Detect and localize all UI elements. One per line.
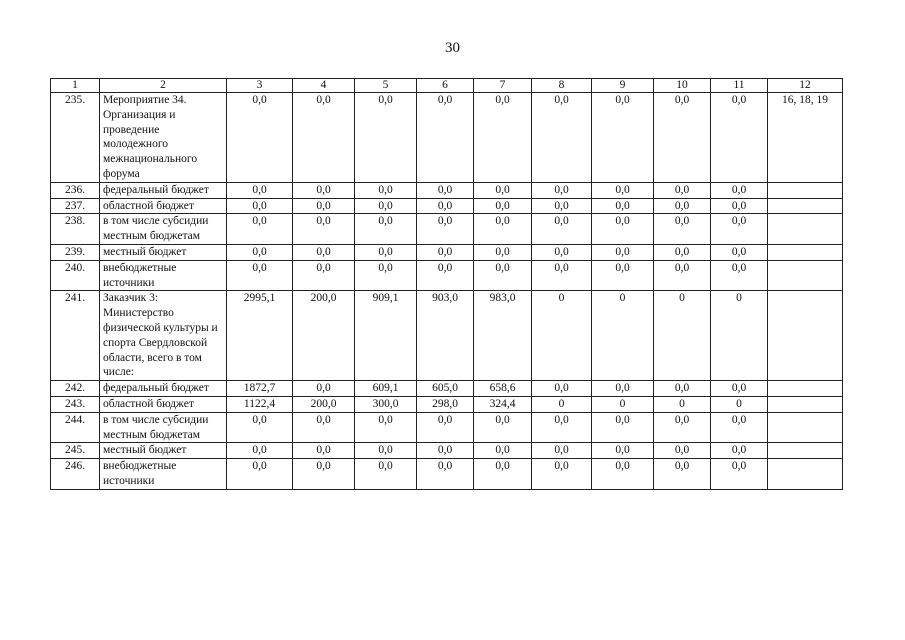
target-indicators-cell (768, 381, 843, 397)
value-cell: 0,0 (592, 244, 654, 260)
value-cell: 0,0 (417, 198, 474, 214)
value-cell: 0,0 (417, 443, 474, 459)
value-cell: 0,0 (654, 459, 711, 490)
row-number: 245. (51, 443, 100, 459)
value-cell: 0,0 (532, 260, 592, 291)
value-cell: 0,0 (532, 93, 592, 183)
value-cell: 0,0 (474, 260, 532, 291)
value-cell: 1872,7 (227, 381, 293, 397)
value-cell: 0,0 (654, 412, 711, 443)
row-name: федеральный бюджет (100, 381, 227, 397)
value-cell: 0,0 (227, 182, 293, 198)
value-cell: 0,0 (417, 412, 474, 443)
row-name: Заказчик 3: Министерство физической культуры и спорта Свердловской области, всего в том числе: (100, 291, 227, 381)
value-cell: 0,0 (293, 198, 355, 214)
value-cell: 0,0 (532, 182, 592, 198)
row-number: 242. (51, 381, 100, 397)
value-cell: 0 (532, 396, 592, 412)
target-indicators-cell (768, 244, 843, 260)
page-number: 30 (445, 40, 460, 56)
value-cell: 0,0 (711, 244, 768, 260)
value-cell: 0,0 (592, 260, 654, 291)
value-cell: 0,0 (532, 381, 592, 397)
row-name: внебюджетные источники (100, 260, 227, 291)
value-cell: 324,4 (474, 396, 532, 412)
value-cell: 300,0 (355, 396, 417, 412)
value-cell: 0,0 (592, 443, 654, 459)
value-cell: 0,0 (592, 459, 654, 490)
table-row (51, 182, 843, 198)
value-cell: 1122,4 (227, 396, 293, 412)
value-cell: 0,0 (711, 182, 768, 198)
row-name: местный бюджет (100, 443, 227, 459)
target-indicators-cell (768, 291, 843, 381)
value-cell: 0,0 (417, 260, 474, 291)
value-cell: 0,0 (711, 260, 768, 291)
row-number: 238. (51, 214, 100, 245)
value-cell: 0,0 (355, 412, 417, 443)
row-number: 236. (51, 182, 100, 198)
value-cell: 0,0 (417, 244, 474, 260)
header-cell: 1 (51, 79, 100, 93)
value-cell: 0,0 (227, 214, 293, 245)
value-cell: 298,0 (417, 396, 474, 412)
table-row (51, 412, 843, 443)
budget-table (50, 78, 843, 490)
value-cell: 0,0 (417, 93, 474, 183)
header-cell: 6 (417, 79, 474, 93)
value-cell: 0,0 (227, 244, 293, 260)
row-number: 241. (51, 291, 100, 381)
value-cell: 0 (654, 396, 711, 412)
row-number: 239. (51, 244, 100, 260)
header-row (51, 79, 843, 93)
row-number: 246. (51, 459, 100, 490)
table-row (51, 214, 843, 245)
value-cell: 909,1 (355, 291, 417, 381)
header-cell: 4 (293, 79, 355, 93)
value-cell: 0,0 (227, 412, 293, 443)
value-cell: 0,0 (592, 214, 654, 245)
value-cell: 0 (654, 291, 711, 381)
value-cell: 0,0 (654, 214, 711, 245)
row-number: 244. (51, 412, 100, 443)
value-cell: 0,0 (592, 412, 654, 443)
row-name: федеральный бюджет (100, 182, 227, 198)
value-cell: 0,0 (355, 443, 417, 459)
value-cell: 0,0 (532, 198, 592, 214)
value-cell: 0,0 (293, 244, 355, 260)
value-cell: 0,0 (592, 93, 654, 183)
value-cell: 0,0 (654, 182, 711, 198)
header-cell: 8 (532, 79, 592, 93)
table-row (51, 443, 843, 459)
value-cell: 0,0 (355, 182, 417, 198)
value-cell: 0,0 (474, 214, 532, 245)
value-cell: 983,0 (474, 291, 532, 381)
value-cell: 0,0 (355, 260, 417, 291)
row-name: областной бюджет (100, 198, 227, 214)
value-cell: 0,0 (654, 244, 711, 260)
value-cell: 609,1 (355, 381, 417, 397)
value-cell: 0,0 (417, 182, 474, 198)
value-cell: 0,0 (654, 381, 711, 397)
table-row (51, 260, 843, 291)
value-cell: 658,6 (474, 381, 532, 397)
value-cell: 0,0 (532, 244, 592, 260)
target-indicators-cell (768, 412, 843, 443)
table-row (51, 396, 843, 412)
row-number: 243. (51, 396, 100, 412)
value-cell: 0,0 (711, 412, 768, 443)
value-cell: 0,0 (474, 244, 532, 260)
row-number: 235. (51, 93, 100, 183)
value-cell: 605,0 (417, 381, 474, 397)
value-cell: 0,0 (474, 93, 532, 183)
value-cell: 0,0 (474, 443, 532, 459)
value-cell: 0,0 (355, 93, 417, 183)
value-cell: 0,0 (654, 93, 711, 183)
value-cell: 0,0 (417, 459, 474, 490)
value-cell: 0,0 (711, 93, 768, 183)
target-indicators-cell: 16, 18, 19 (768, 93, 843, 183)
row-name: Мероприятие 34. Организация и проведение молодежного межнационального форума (100, 93, 227, 183)
value-cell: 0,0 (355, 244, 417, 260)
row-number: 237. (51, 198, 100, 214)
value-cell: 0,0 (654, 198, 711, 214)
value-cell: 200,0 (293, 396, 355, 412)
value-cell: 0,0 (532, 412, 592, 443)
value-cell: 0 (711, 291, 768, 381)
value-cell: 0 (592, 396, 654, 412)
target-indicators-cell (768, 396, 843, 412)
value-cell: 0,0 (355, 214, 417, 245)
value-cell: 0,0 (532, 214, 592, 245)
value-cell: 0,0 (711, 214, 768, 245)
value-cell: 0,0 (532, 443, 592, 459)
table-row (51, 93, 843, 183)
table-row (51, 381, 843, 397)
value-cell: 2995,1 (227, 291, 293, 381)
value-cell: 0,0 (654, 443, 711, 459)
value-cell: 0,0 (293, 381, 355, 397)
value-cell: 0 (592, 291, 654, 381)
target-indicators-cell (768, 260, 843, 291)
value-cell: 0,0 (227, 443, 293, 459)
value-cell: 200,0 (293, 291, 355, 381)
value-cell: 0,0 (227, 93, 293, 183)
value-cell: 0,0 (474, 412, 532, 443)
value-cell: 0,0 (293, 412, 355, 443)
value-cell: 0,0 (592, 182, 654, 198)
value-cell: 0,0 (293, 260, 355, 291)
value-cell: 0,0 (711, 381, 768, 397)
value-cell: 0,0 (474, 182, 532, 198)
value-cell: 0,0 (293, 182, 355, 198)
table-row (51, 244, 843, 260)
row-name: в том числе субсидии местным бюджетам (100, 214, 227, 245)
header-cell: 10 (654, 79, 711, 93)
target-indicators-cell (768, 443, 843, 459)
value-cell: 0,0 (474, 198, 532, 214)
value-cell: 0,0 (227, 459, 293, 490)
header-cell: 12 (768, 79, 843, 93)
value-cell: 0,0 (474, 459, 532, 490)
header-cell: 5 (355, 79, 417, 93)
value-cell: 0,0 (293, 459, 355, 490)
row-name: внебюджетные источники (100, 459, 227, 490)
value-cell: 0,0 (711, 459, 768, 490)
table-row (51, 459, 843, 490)
row-name: в том числе субсидии местным бюджетам (100, 412, 227, 443)
value-cell: 0,0 (293, 443, 355, 459)
value-cell: 0,0 (711, 198, 768, 214)
row-number: 240. (51, 260, 100, 291)
header-cell: 7 (474, 79, 532, 93)
header-cell: 3 (227, 79, 293, 93)
value-cell: 0,0 (592, 198, 654, 214)
value-cell: 0,0 (293, 93, 355, 183)
target-indicators-cell (768, 198, 843, 214)
row-name: местный бюджет (100, 244, 227, 260)
target-indicators-cell (768, 459, 843, 490)
value-cell: 0,0 (227, 260, 293, 291)
table-row (51, 198, 843, 214)
header-cell: 2 (100, 79, 227, 93)
header-cell: 11 (711, 79, 768, 93)
target-indicators-cell (768, 182, 843, 198)
value-cell: 0,0 (227, 198, 293, 214)
value-cell: 0 (532, 291, 592, 381)
value-cell: 0,0 (355, 459, 417, 490)
value-cell: 0,0 (711, 443, 768, 459)
value-cell: 903,0 (417, 291, 474, 381)
target-indicators-cell (768, 214, 843, 245)
value-cell: 0 (711, 396, 768, 412)
row-name: областной бюджет (100, 396, 227, 412)
value-cell: 0,0 (654, 260, 711, 291)
value-cell: 0,0 (293, 214, 355, 245)
value-cell: 0,0 (355, 198, 417, 214)
header-cell: 9 (592, 79, 654, 93)
value-cell: 0,0 (532, 459, 592, 490)
table-row (51, 291, 843, 381)
value-cell: 0,0 (417, 214, 474, 245)
value-cell: 0,0 (592, 381, 654, 397)
